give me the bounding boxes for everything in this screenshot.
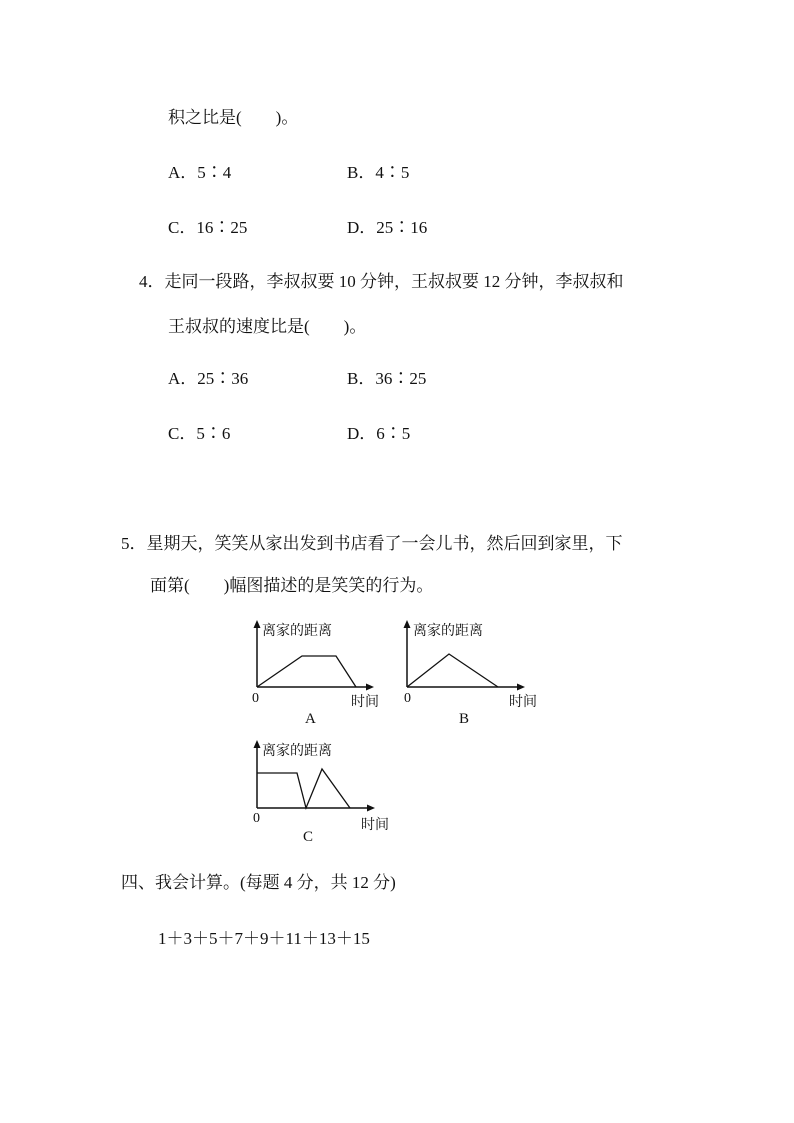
q3-option-d: D．25∶16 [347, 218, 428, 237]
graph-b-origin: 0 [404, 691, 411, 706]
q4-option-d: D．6∶5 [347, 424, 411, 443]
q3-option-a: A．5∶4 [168, 163, 232, 182]
section4-heading: 四、我会计算。(每题 4 分，共 12 分) [121, 873, 396, 892]
q5-stem-line2: 面第( )幅图描述的是笑笑的行为。 [150, 576, 434, 595]
section4-problem1: 1＋3＋5＋7＋9＋11＋13＋15 [158, 929, 370, 948]
graph-b-label: B [459, 711, 470, 727]
graph-a-line [257, 656, 356, 687]
graph-c-svg [250, 738, 550, 858]
graph-a-y-arrow [254, 620, 261, 628]
graph-b-svg [400, 618, 700, 738]
q3-option-b: B．4∶5 [347, 163, 410, 182]
graph-c-ylabel: 离家的距离 [262, 743, 332, 759]
graph-b-line [407, 654, 498, 687]
q4-stem-line1: 4．走同一段路，李叔叔要 10 分钟，王叔叔要 12 分钟，李叔叔和 [139, 272, 624, 291]
graph-c-x-arrow [367, 805, 375, 812]
graph-b-ylabel: 离家的距离 [413, 623, 483, 639]
q3-option-c: C．16∶25 [168, 218, 248, 237]
graph-b-y-arrow [404, 620, 411, 628]
graph-c [250, 738, 550, 858]
graph-a-xlabel: 时间 [351, 694, 379, 710]
q3-stem-continuation: 积之比是( )。 [168, 108, 299, 127]
graph-a-ylabel: 离家的距离 [262, 623, 332, 639]
graph-c-y-arrow [254, 740, 261, 748]
q4-option-a: A．25∶36 [168, 369, 249, 388]
graph-a-label: A [305, 711, 316, 727]
q5-stem-line1: 5．星期天，笑笑从家出发到书店看了一会儿书，然后回到家里，下 [121, 534, 623, 553]
q4-option-c: C．5∶6 [168, 424, 231, 443]
graph-c-line [257, 769, 350, 808]
graph-a-origin: 0 [252, 691, 259, 706]
graph-b-x-arrow [517, 684, 525, 691]
graph-c-label: C [303, 829, 314, 845]
graph-b-xlabel: 时间 [509, 694, 537, 710]
q4-stem-line2: 王叔叔的速度比是( )。 [168, 317, 367, 336]
graph-b [400, 618, 700, 738]
graph-c-origin: 0 [253, 811, 260, 826]
graph-c-xlabel: 时间 [361, 817, 389, 833]
q4-option-b: B．36∶25 [347, 369, 427, 388]
graph-a-x-arrow [366, 684, 374, 691]
